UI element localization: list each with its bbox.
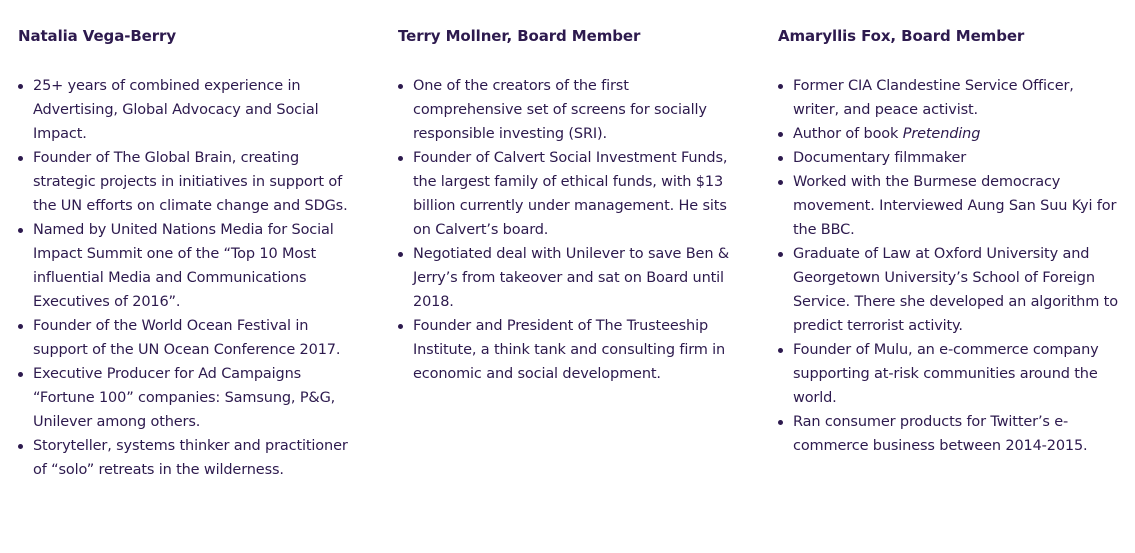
member-name: Natalia Vega-Berry [18, 27, 177, 45]
list-item: Author of book Pretending [778, 122, 1118, 146]
list-item: Founder of Calvert Social Investment Funds, the largest family of ethical funds, with $13 billion currently under management. He sits on Calvert’s board. [398, 146, 733, 242]
bullet-icon [778, 348, 783, 353]
list-item: Founder and President of The Trusteeship Institute, a think tank and consulting firm in economic and social development. [398, 314, 733, 386]
member-card-amaryllis-fox [778, 26, 1118, 458]
list-item: Founder of The Global Brain, creating strategic projects in initiatives in support of the UN efforts on climate change and SDGs. [18, 146, 363, 218]
list-item: Negotiated deal with Unilever to save Ben & Jerry’s from takeover and sat on Board until 2018. [398, 242, 733, 314]
bullet-icon [778, 132, 783, 137]
bullet-icon [398, 252, 403, 257]
member-name: Amaryllis Fox, Board Member [778, 27, 1025, 45]
bullet-icon [18, 324, 23, 329]
list-item: Named by United Nations Media for Social Impact Summit one of the “Top 10 Most influential Media and Communications Executives of 2016”. [18, 218, 363, 314]
bullet-icon [778, 180, 783, 185]
bullet-list [778, 74, 1118, 458]
member-card-terry-mollner [398, 26, 733, 386]
bullet-icon [778, 420, 783, 425]
bullet-list [18, 74, 363, 482]
bullet-icon [778, 252, 783, 257]
list-item: Worked with the Burmese democracy movement. Interviewed Aung San Suu Kyi for the BBC. [778, 170, 1118, 242]
bullet-icon [778, 156, 783, 161]
member-card-natalia-vega-berry [18, 26, 363, 482]
bullet-icon [398, 84, 403, 89]
list-item: Graduate of Law at Oxford University and Georgetown University’s School of Foreign Service. There she developed an algorithm to predict terrorist activity. [778, 242, 1118, 338]
bullet-icon [398, 156, 403, 161]
list-item: One of the creators of the first comprehensive set of screens for socially responsible investing (SRI). [398, 74, 733, 146]
bullet-icon [778, 84, 783, 89]
bullet-list [398, 74, 733, 386]
list-item: Executive Producer for Ad Campaigns “Fortune 100” companies: Samsung, P&G, Unilever among others. [18, 362, 363, 434]
bullet-icon [18, 156, 23, 161]
list-item: Former CIA Clandestine Service Officer, writer, and peace activist. [778, 74, 1118, 122]
list-item: 25+ years of combined experience in Advertising, Global Advocacy and Social Impact. [18, 74, 363, 146]
bullet-icon [18, 372, 23, 377]
bullet-icon [18, 228, 23, 233]
list-item: Ran consumer products for Twitter’s e-commerce business between 2014-2015. [778, 410, 1118, 458]
bullet-icon [18, 84, 23, 89]
member-name: Terry Mollner, Board Member [398, 27, 641, 45]
list-item: Founder of Mulu, an e-commerce company supporting at-risk communities around the world. [778, 338, 1118, 410]
list-item: Documentary filmmaker [778, 146, 1118, 170]
bullet-icon [398, 324, 403, 329]
list-item: Storyteller, systems thinker and practitioner of “solo” retreats in the wilderness. [18, 434, 363, 482]
list-item: Founder of the World Ocean Festival in support of the UN Ocean Conference 2017. [18, 314, 363, 362]
bullet-icon [18, 444, 23, 449]
book-title: Pretending [902, 126, 981, 142]
